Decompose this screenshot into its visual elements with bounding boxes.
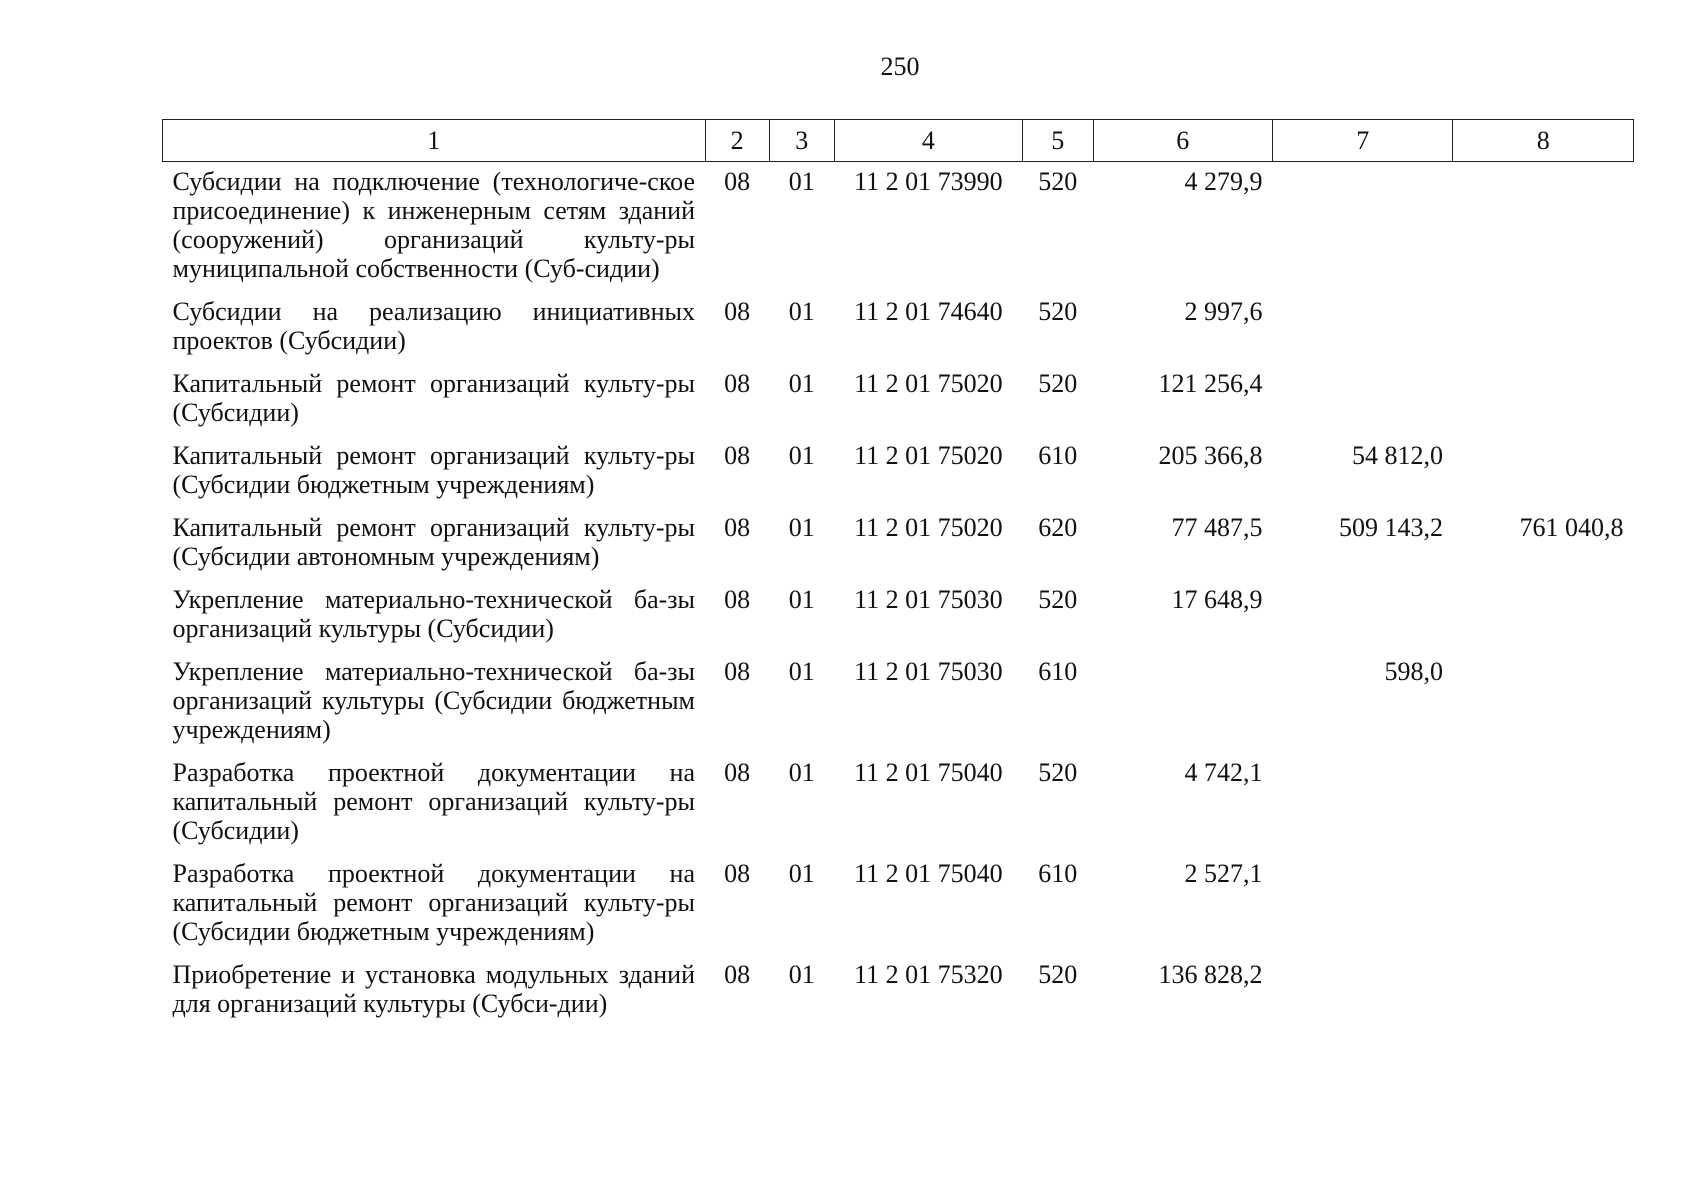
table-row <box>163 854 1634 955</box>
column-header-7: 7 <box>1272 120 1452 162</box>
amount-col-8: 761 040,8 <box>1519 513 1624 542</box>
row-description: Капитальный ремонт организаций культу-ры (Субсидии автономным учреждениям) <box>172 513 696 571</box>
expense-type-code: 520 <box>1038 297 1078 326</box>
section-code: 08 <box>724 369 751 398</box>
amount-col-6: 2 997,6 <box>1184 297 1263 326</box>
amount-col-6: 136 828,2 <box>1158 960 1263 989</box>
row-description: Субсидии на реализацию инициативных проектов (Субсидии) <box>172 297 696 355</box>
subsection-code: 01 <box>788 297 815 326</box>
expense-type-code: 520 <box>1038 369 1078 398</box>
target-article-code: 11 2 01 75040 <box>854 758 1003 787</box>
row-description: Приобретение и установка модульных зданий для организаций культуры (Субси-дии) <box>172 960 696 1018</box>
amount-col-6: 121 256,4 <box>1158 369 1263 398</box>
section-code: 08 <box>724 758 751 787</box>
expense-type-code: 610 <box>1038 657 1078 686</box>
amount-col-8 <box>1453 753 1634 854</box>
target-article-code: 11 2 01 74640 <box>854 297 1003 326</box>
amount-col-7: 509 143,2 <box>1338 513 1443 542</box>
row-description: Разработка проектной документации на капитальный ремонт организаций культу-ры (Субсидии бюджетным учреждениям) <box>172 859 696 946</box>
amount-col-6: 4 279,9 <box>1184 167 1263 196</box>
column-header-6: 6 <box>1093 120 1272 162</box>
table-row <box>163 436 1634 508</box>
column-header-4: 4 <box>834 120 1022 162</box>
table-row <box>163 292 1634 364</box>
amount-col-8 <box>1453 854 1634 955</box>
section-code: 08 <box>724 960 751 989</box>
expense-type-code: 520 <box>1038 167 1078 196</box>
amount-col-8 <box>1453 162 1634 293</box>
table-row <box>163 955 1634 1027</box>
row-description: Укрепление материально-технической ба-зы организаций культуры (Субсидии) <box>172 585 696 643</box>
column-header-3: 3 <box>769 120 834 162</box>
target-article-code: 11 2 01 75030 <box>854 657 1003 686</box>
amount-col-7 <box>1272 162 1452 293</box>
amount-col-6: 17 648,9 <box>1171 585 1263 614</box>
section-code: 08 <box>724 297 751 326</box>
section-code: 08 <box>724 585 751 614</box>
subsection-code: 01 <box>788 657 815 686</box>
subsection-code: 01 <box>788 960 815 989</box>
row-description: Укрепление материально-технической ба-зы организаций культуры (Субсидии бюджетным учреждениям) <box>172 657 696 744</box>
table-row <box>163 652 1634 753</box>
column-header-8: 8 <box>1453 120 1634 162</box>
expense-type-code: 520 <box>1038 960 1078 989</box>
section-code: 08 <box>724 167 751 196</box>
row-description: Разработка проектной документации на капитальный ремонт организаций культу-ры (Субсидии) <box>172 758 696 845</box>
amount-col-7 <box>1272 292 1452 364</box>
amount-col-8 <box>1453 955 1634 1027</box>
subsection-code: 01 <box>788 513 815 542</box>
amount-col-8 <box>1453 436 1634 508</box>
target-article-code: 11 2 01 75020 <box>854 513 1003 542</box>
expense-type-code: 610 <box>1038 859 1078 888</box>
subsection-code: 01 <box>788 369 815 398</box>
amount-col-7 <box>1272 580 1452 652</box>
subsection-code: 01 <box>788 441 815 470</box>
amount-col-7: 54 812,0 <box>1351 441 1443 470</box>
target-article-code: 11 2 01 75020 <box>854 441 1003 470</box>
amount-col-7 <box>1272 753 1452 854</box>
section-code: 08 <box>724 859 751 888</box>
subsection-code: 01 <box>788 167 815 196</box>
amount-col-6: 2 527,1 <box>1184 859 1263 888</box>
amount-col-7 <box>1272 854 1452 955</box>
amount-col-6: 205 366,8 <box>1158 441 1263 470</box>
table-row <box>163 580 1634 652</box>
section-code: 08 <box>724 441 751 470</box>
target-article-code: 11 2 01 75030 <box>854 585 1003 614</box>
amount-col-6: 77 487,5 <box>1171 513 1263 542</box>
section-code: 08 <box>724 657 751 686</box>
table-row <box>163 753 1634 854</box>
amount-col-8 <box>1453 364 1634 436</box>
table-row <box>163 364 1634 436</box>
target-article-code: 11 2 01 75040 <box>854 859 1003 888</box>
amount-col-8 <box>1453 580 1634 652</box>
expense-type-code: 620 <box>1038 513 1078 542</box>
column-header-5: 5 <box>1022 120 1093 162</box>
subsection-code: 01 <box>788 859 815 888</box>
column-header-2: 2 <box>705 120 769 162</box>
target-article-code: 11 2 01 75020 <box>854 369 1003 398</box>
target-article-code: 11 2 01 75320 <box>854 960 1003 989</box>
column-header-1: 1 <box>163 120 706 162</box>
target-article-code: 11 2 01 73990 <box>854 167 1003 196</box>
amount-col-8 <box>1453 652 1634 753</box>
amount-col-6 <box>1093 652 1272 753</box>
row-description: Капитальный ремонт организаций культу-ры (Субсидии бюджетным учреждениям) <box>172 441 696 499</box>
row-description: Капитальный ремонт организаций культу-ры (Субсидии) <box>172 369 696 427</box>
expense-type-code: 610 <box>1038 441 1078 470</box>
budget-table <box>162 119 1634 1027</box>
table-row <box>163 162 1634 293</box>
row-description: Субсидии на подключение (технологиче-ское присоединение) к инженерным сетям зданий (сооружений) организаций культу-ры муниципальной собственности (Суб-сидии) <box>172 167 696 283</box>
column-number-header-row <box>163 120 1634 162</box>
subsection-code: 01 <box>788 585 815 614</box>
table-row <box>163 508 1634 580</box>
expense-type-code: 520 <box>1038 585 1078 614</box>
section-code: 08 <box>724 513 751 542</box>
amount-col-8 <box>1453 292 1634 364</box>
amount-col-7 <box>1272 955 1452 1027</box>
amount-col-7: 598,0 <box>1384 657 1443 686</box>
subsection-code: 01 <box>788 758 815 787</box>
expense-type-code: 520 <box>1038 758 1078 787</box>
amount-col-7 <box>1272 364 1452 436</box>
page-number: 250 <box>880 52 920 81</box>
amount-col-6: 4 742,1 <box>1184 758 1263 787</box>
